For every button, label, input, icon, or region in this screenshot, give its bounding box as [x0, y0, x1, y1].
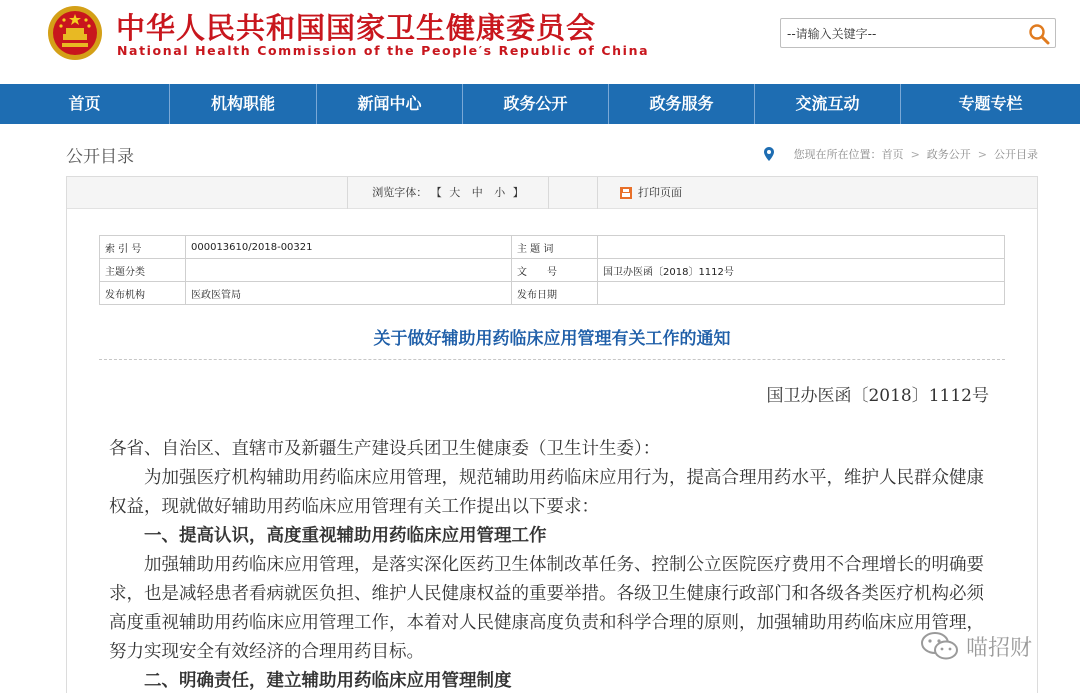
breadcrumb-prefix: 您现在所在位置： [793, 148, 882, 161]
meta-publisher-value: 医政医管局 [186, 282, 512, 305]
watermark-text: 喵招财 [966, 635, 1033, 661]
print-button[interactable] [597, 177, 737, 209]
site-subtitle: National Health Commission of the People′s Republic of China [117, 43, 650, 58]
main-nav [0, 84, 1080, 124]
section-heading-2: 二、明确责任，建立辅助用药临床应用管理制度 [144, 671, 512, 691]
document-salutation: 各省、自治区、直辖市及新疆生产建设兵团卫生健康委（卫生计生委）： [109, 439, 661, 459]
breadcrumb-home[interactable]: 首页 [881, 148, 904, 161]
wechat-icon [920, 631, 960, 661]
nav-item-services[interactable]: 政务服务 [609, 84, 755, 124]
location-pin-icon [764, 147, 774, 161]
page-title: 公开目录 [66, 147, 134, 167]
breadcrumb-separator: > [977, 147, 987, 161]
bracket-open: 【 [430, 186, 442, 199]
nav-item-functions[interactable]: 机构职能 [170, 84, 317, 124]
table-row [100, 236, 1005, 259]
table-row [100, 259, 1005, 282]
document-number: 国卫办医函〔2018〕1112号 [766, 386, 989, 406]
site-header [0, 0, 1080, 84]
watermark [920, 628, 1032, 664]
breadcrumb-separator: > [910, 147, 920, 161]
search-icon[interactable] [1027, 22, 1051, 46]
article-toolbar [67, 177, 1037, 209]
meta-docno-label: 文 号 [512, 259, 598, 282]
meta-subject-value [598, 236, 1005, 259]
document-intro: 为加强医疗机构辅助用药临床应用管理，规范辅助用药临床应用行为，提高合理用药水平，维护人民群众健康权益，现就做好辅助用药临床应用管理有关工作提出以下要求： [109, 468, 984, 517]
nav-item-news[interactable]: 新闻中心 [317, 84, 463, 124]
nav-item-interaction[interactable]: 交流互动 [755, 84, 901, 124]
meta-docno-value: 国卫办医函〔2018〕1112号 [598, 259, 1005, 282]
table-row [100, 282, 1005, 305]
meta-publisher-label: 发布机构 [100, 282, 186, 305]
bracket-close: 】 [512, 186, 524, 199]
font-size-label: 浏览字体： [372, 186, 428, 199]
nav-item-home[interactable]: 首页 [0, 84, 170, 124]
meta-category-value [186, 259, 512, 282]
print-icon [620, 187, 632, 199]
font-size-large-button[interactable]: 大 [449, 186, 461, 199]
document-body [109, 435, 1001, 693]
meta-subject-label: 主 题 词 [512, 236, 598, 259]
content-panel [66, 176, 1038, 693]
national-emblem-icon[interactable] [46, 4, 104, 62]
meta-index-label: 索 引 号 [100, 236, 186, 259]
breadcrumb-catalog[interactable]: 公开目录 [994, 148, 1038, 161]
document-meta-table [99, 235, 1005, 305]
search-box [780, 18, 1056, 48]
nav-item-government-affairs[interactable]: 政务公开 [463, 84, 609, 124]
font-size-medium-button[interactable]: 中 [471, 186, 483, 199]
search-input[interactable] [787, 25, 1023, 43]
site-title[interactable]: 中华人民共和国国家卫生健康委员会 [116, 11, 597, 45]
document-title: 关于做好辅助用药临床应用管理有关工作的通知 [373, 329, 731, 349]
nav-item-topics[interactable]: 专题专栏 [958, 94, 1023, 113]
meta-date-label: 发布日期 [512, 282, 598, 305]
breadcrumb-government-affairs[interactable]: 政务公开 [926, 148, 971, 161]
section-heading-1: 一、提高认识，高度重视辅助用药临床应用管理工作 [144, 526, 547, 546]
title-divider [99, 359, 1005, 360]
print-label: 打印页面 [638, 186, 682, 199]
breadcrumb [764, 146, 1038, 162]
meta-date-value [598, 282, 1005, 305]
section-body-1: 加强辅助用药临床应用管理，是落实深化医药卫生体制改革任务、控制公立医院医疗费用不合理增长的明确要求，也是减轻患者看病就医负担、维护人民健康权益的重要举措。各级卫生健康行政部门和各级各类医疗机构必须高度重视辅助用药临床应用管理工作，本着对人民健康高度负责和科学合理的原则，加强辅助用药临床应用管理，努力实现安全有效经济的合理用药目标。 [109, 555, 984, 662]
meta-category-label: 主题分类 [100, 259, 186, 282]
font-size-small-button[interactable]: 小 [494, 186, 506, 199]
meta-index-value: 000013610/2018-00321 [186, 236, 512, 259]
font-size-switcher [347, 177, 549, 209]
